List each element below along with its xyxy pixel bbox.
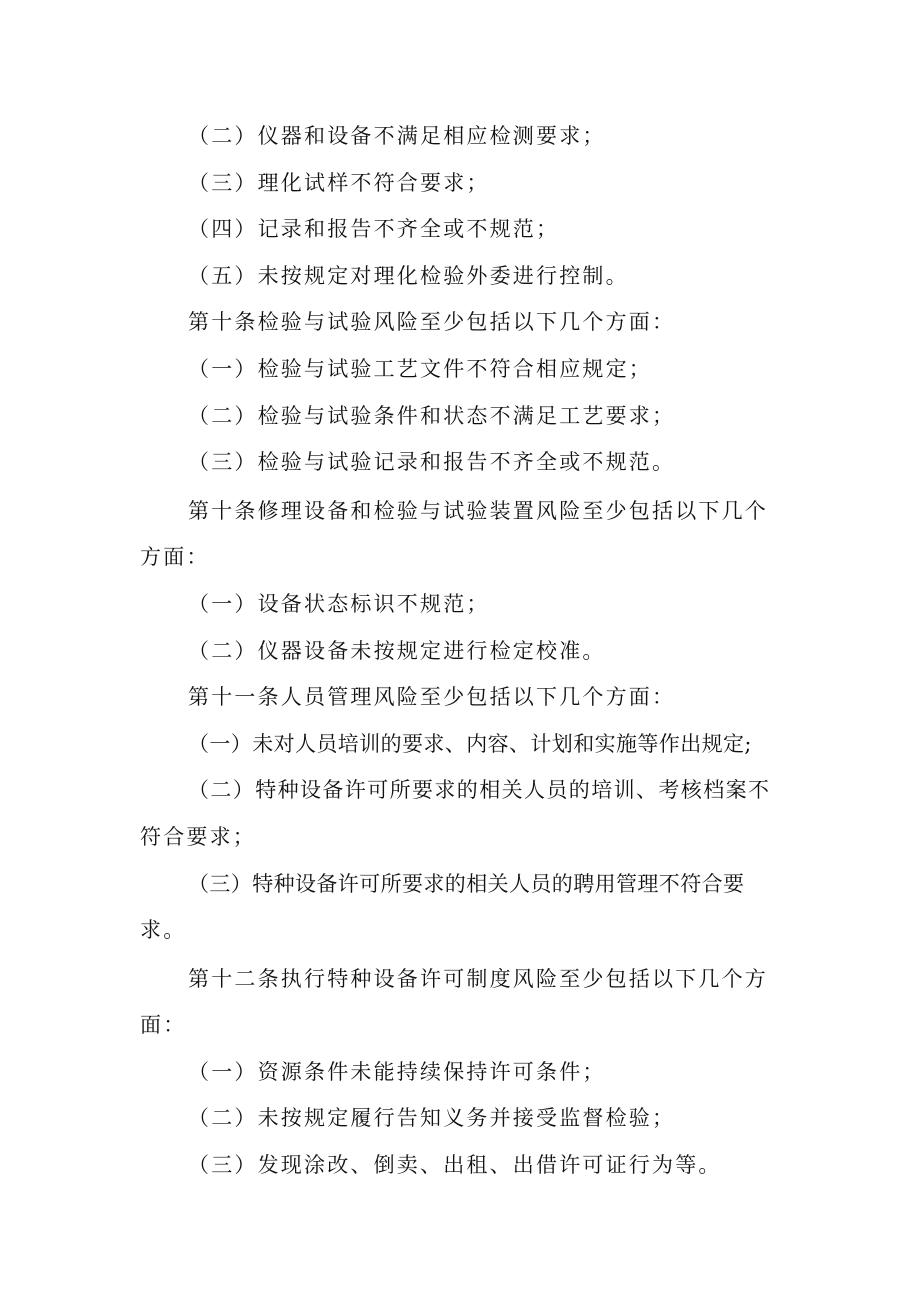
article-12-item-2: （二）未按规定履行告知义务并接受监督检验；: [188, 1106, 676, 1131]
article-11-heading: 第十一条人员管理风险至少包括以下几个方面：: [188, 685, 676, 710]
article-10-item-2: （二）检验与试验条件和状态不满足工艺要求；: [188, 403, 676, 428]
clause-item-5-outsourcing: （五）未按规定对理化检验外委进行控制。: [188, 263, 629, 288]
article-10b-heading-cont: 方面：: [140, 545, 210, 570]
clause-item-2-instruments: （二）仪器和设备不满足相应检测要求；: [188, 124, 606, 148]
article-11-item-2: （二）特种设备许可所要求的相关人员的培训、考核档案不: [188, 778, 771, 803]
article-12-heading-cont: 面：: [140, 1013, 187, 1038]
article-12-item-3: （三）发现涂改、倒卖、出租、出借许可证行为等。: [188, 1153, 722, 1178]
clause-item-3-samples: （三）理化试样不符合要求；: [188, 170, 490, 195]
article-10-heading: 第十条检验与试验风险至少包括以下几个方面：: [188, 310, 676, 335]
article-10-item-3: （三）检验与试验记录和报告不齐全或不规范。: [188, 450, 676, 475]
article-10b-item-1: （一）设备状态标识不规范；: [188, 591, 490, 616]
clause-item-4-records: （四）记录和报告不齐全或不规范；: [188, 217, 560, 242]
article-11-item-1: （一）未对人员培训的要求、内容、计划和实施等作出规定;: [188, 731, 752, 756]
document-body: [140, 113, 784, 1189]
article-10-item-1: （一）检验与试验工艺文件不符合相应规定；: [188, 356, 652, 381]
article-11-item-3: （三）特种设备许可所要求的相关人员的聘用管理不符合要: [188, 871, 745, 896]
article-12-heading: 第十二条执行特种设备许可制度风险至少包括以下几个方: [188, 966, 768, 991]
article-10b-item-2: （二）仪器设备未按规定进行检定校准。: [188, 638, 606, 663]
article-11-item-3-cont: 求。: [140, 918, 187, 943]
article-11-item-2-cont: 符合要求；: [140, 824, 256, 849]
article-12-item-1: （一）资源条件未能持续保持许可条件；: [188, 1059, 606, 1084]
article-10b-heading: 第十条修理设备和检验与试验装置风险至少包括以下几个: [188, 498, 768, 523]
